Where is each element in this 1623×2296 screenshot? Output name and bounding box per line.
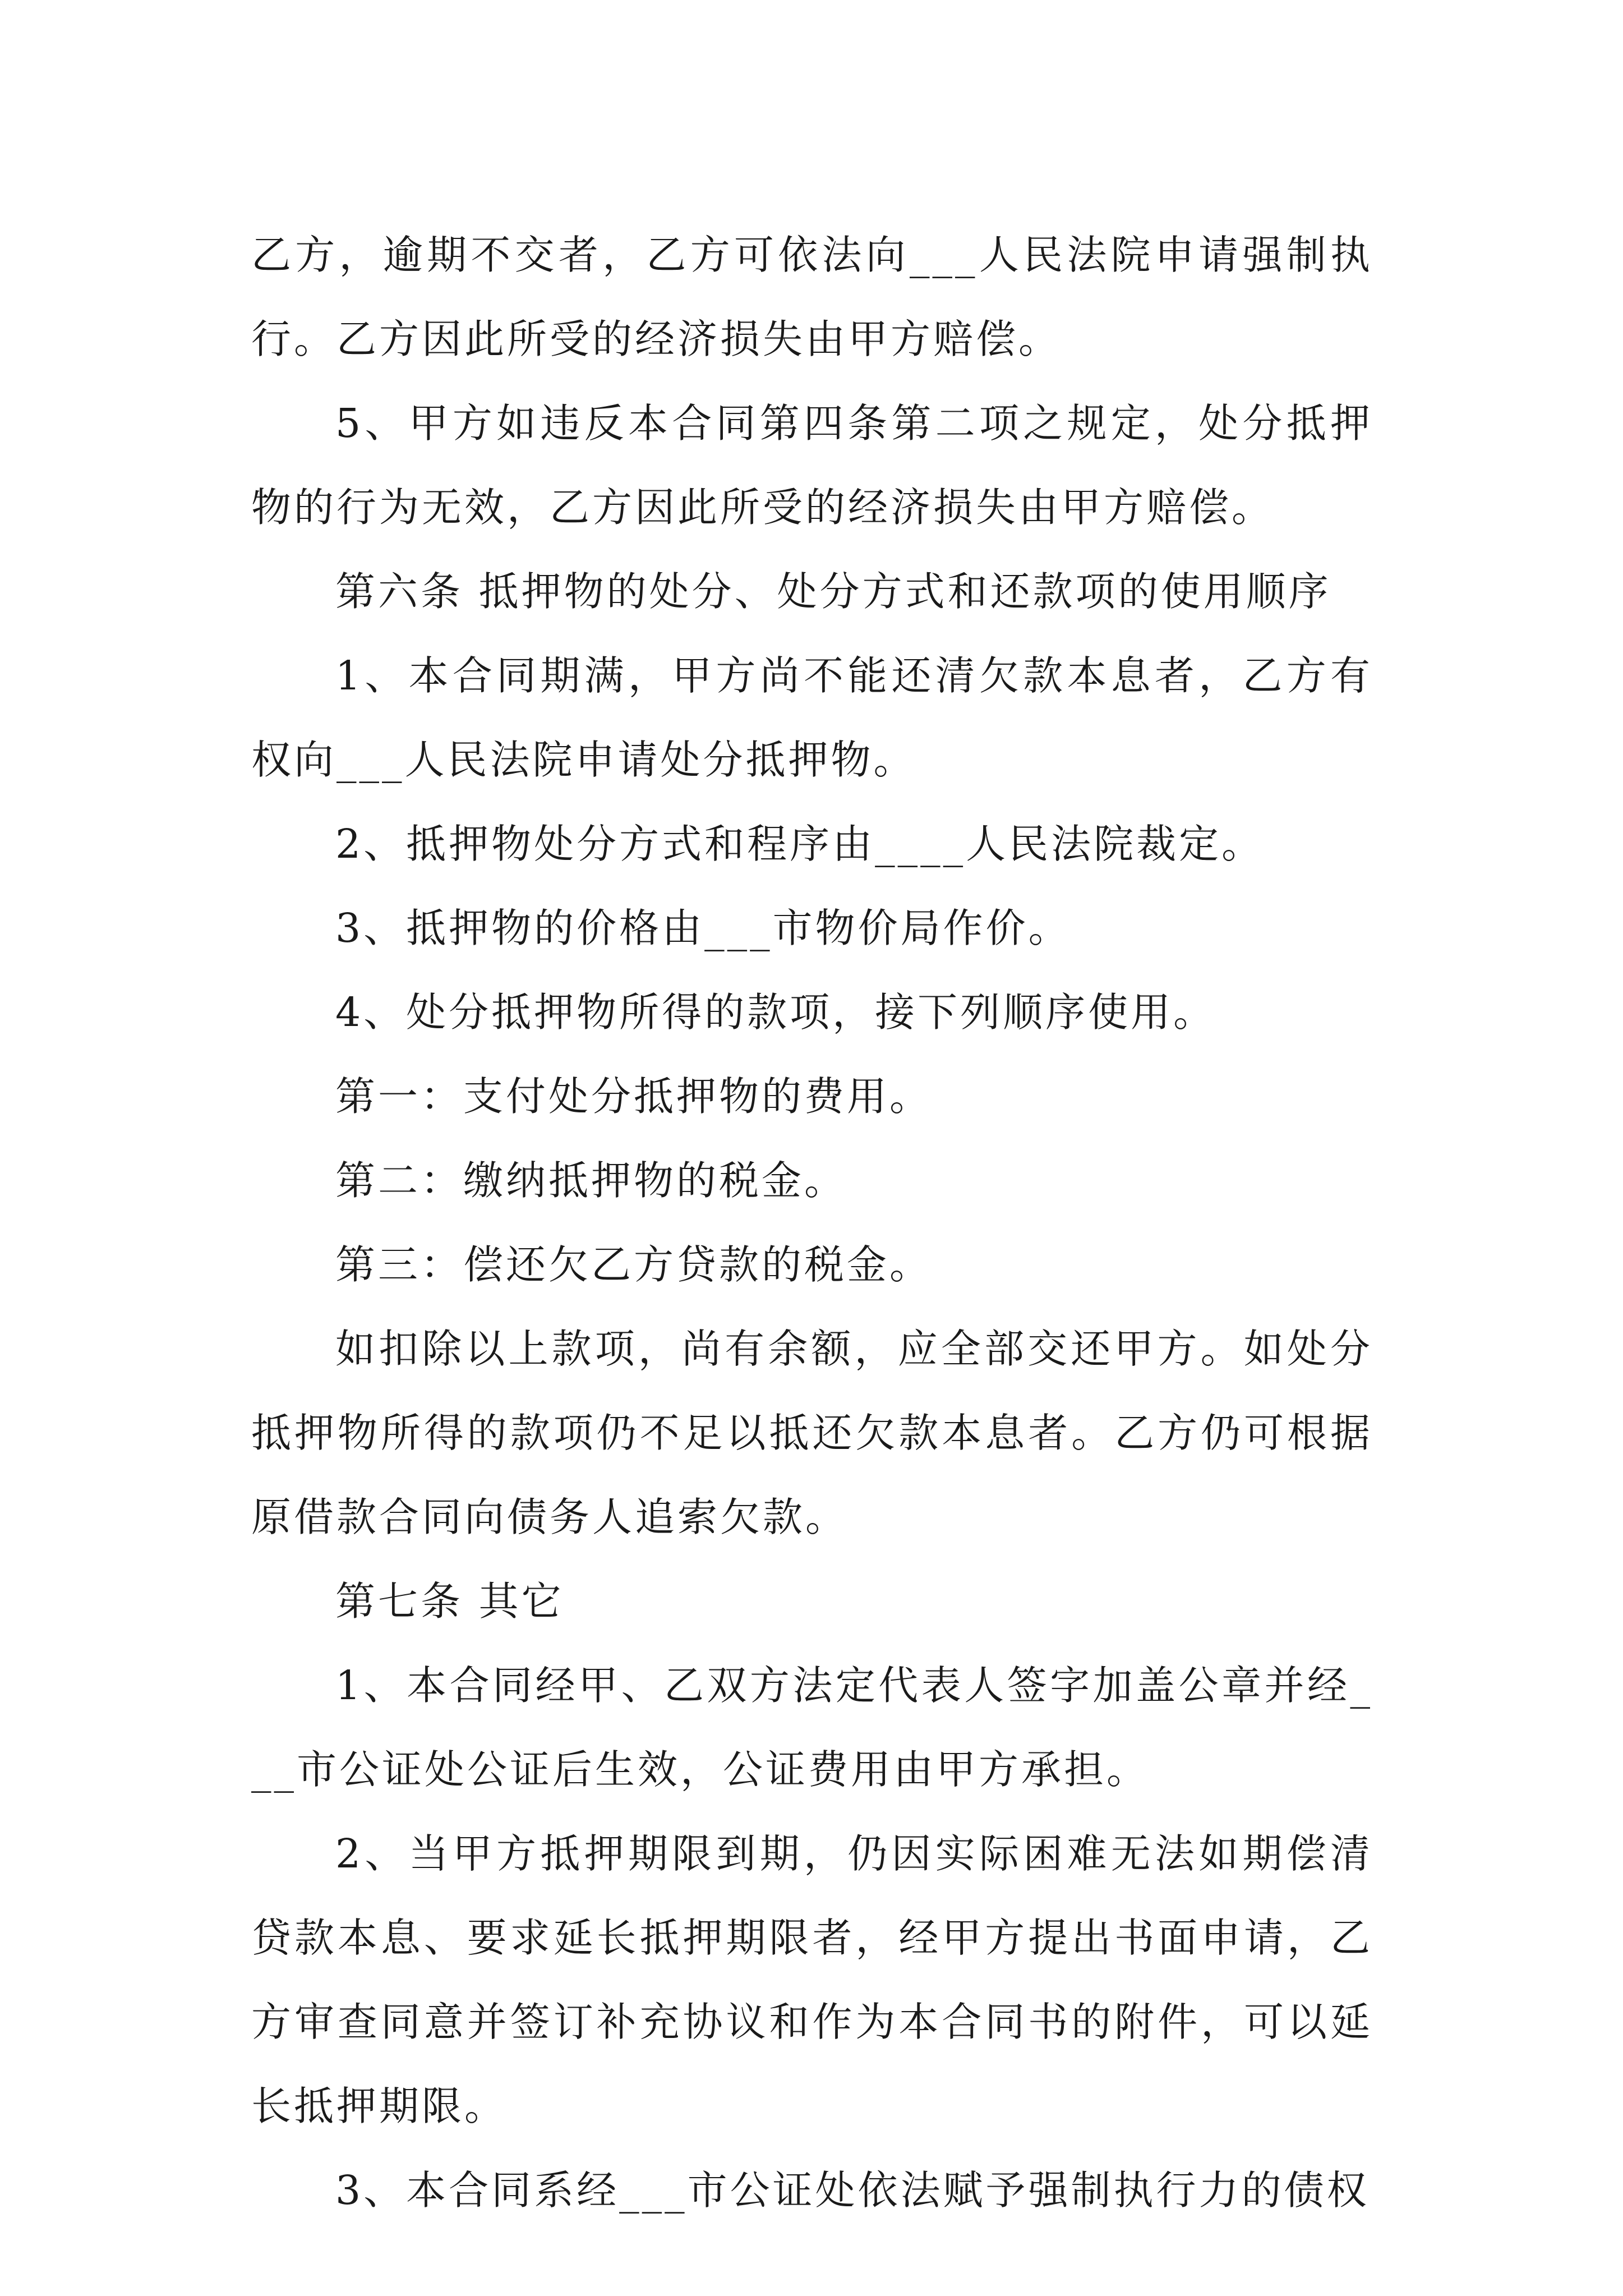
paragraph-article-6-item-1: 1、本合同期满，甲方尚不能还清欠款本息者，乙方有权向___人民法院申请处分抵押物。 xyxy=(251,652,1373,783)
paragraph-article-6-item-4: 4、处分抵押物所得的款项，接下列顺序使用。 xyxy=(335,989,1216,1036)
paragraph-order-second: 第二：缴纳抵押物的税金。 xyxy=(335,1157,847,1204)
paragraph-order-first: 第一：支付处分抵押物的费用。 xyxy=(335,1073,933,1120)
paragraph-article-7-item-3: 3、本合同系经___市公证处依法赋予强制执行力的债权 xyxy=(335,2167,1370,2214)
article-7-heading: 第七条 其它 xyxy=(335,1578,564,1625)
paragraph-continuation-enforcement: 乙方，逾期不交者，乙方可依法向___人民法院申请强制执行。乙方因此所受的经济损失由甲方赔偿。 xyxy=(251,232,1373,362)
paragraph-order-third: 第三：偿还欠乙方贷款的税金。 xyxy=(335,1241,933,1288)
paragraph-article-6-item-2: 2、抵押物处分方式和程序由____人民法院裁定。 xyxy=(335,821,1265,867)
paragraph-article-7-item-2: 2、当甲方抵押期限到期，仍因实际困难无法如期偿清贷款本息、要求延长抵押期限者，经甲方提出书面申请，乙方审查同意并签订补充协议和作为本合同书的附件，可以延长抵押期限。 xyxy=(251,1830,1373,2129)
document-body xyxy=(251,213,1373,2233)
article-6-heading: 第六条 抵押物的处分、处分方式和还款项的使用顺序 xyxy=(335,568,1331,615)
paragraph-clause-5-disposal-invalid: 5、甲方如违反本合同第四条第二项之规定，处分抵押物的行为无效，乙方因此所受的经济损失由甲方赔偿。 xyxy=(251,400,1373,531)
paragraph-article-6-item-3: 3、抵押物的价格由___市物价局作价。 xyxy=(335,905,1071,951)
paragraph-article-7-item-1: 1、本合同经甲、乙双方法定代表人签字加盖公章并经___市公证处公证后生效，公证费用由甲方承担。 xyxy=(251,1662,1373,1793)
paragraph-remaining-balance: 如扣除以上款项，尚有余额，应全部交还甲方。如处分抵押物所得的款项仍不足以抵还欠款本息者。乙方仍可根据原借款合同向债务人追索欠款。 xyxy=(251,1326,1373,1540)
